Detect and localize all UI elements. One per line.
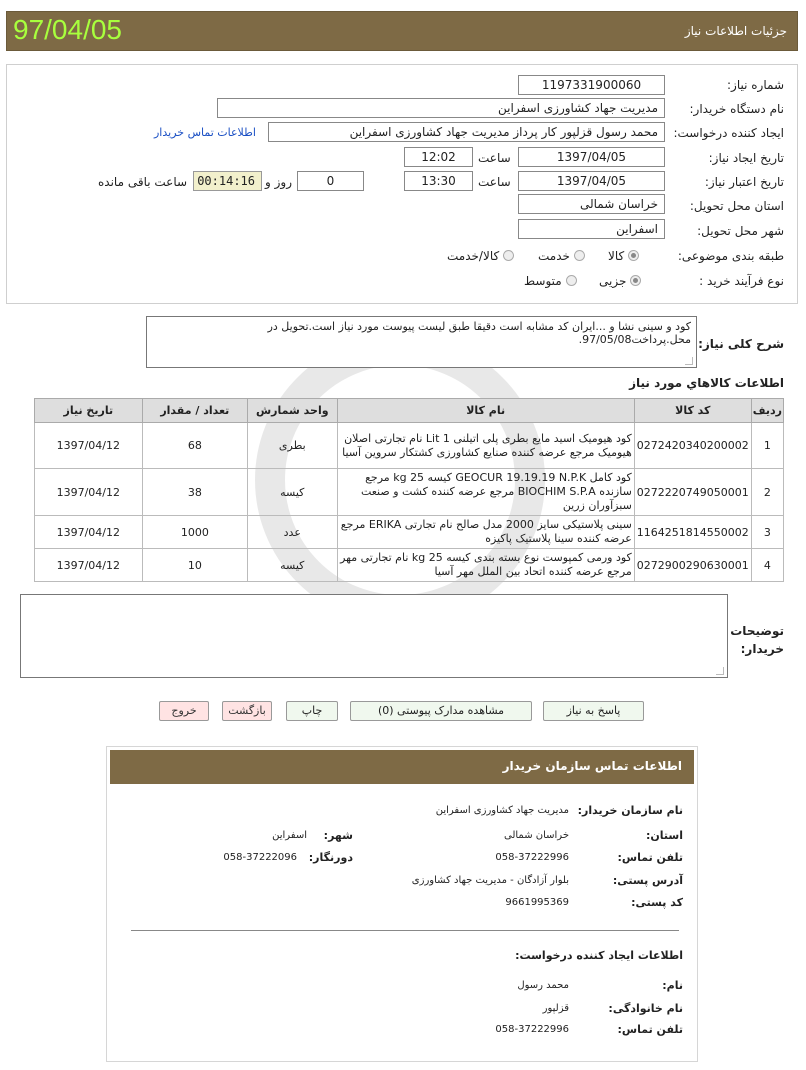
- cell-code: 0272420340200002: [634, 423, 751, 469]
- buyer-notes-field: [20, 594, 728, 678]
- address-value: بلوار آزادگان - مدیریت جهاد کشاورزی: [411, 875, 569, 886]
- cell-qty: 68: [142, 423, 247, 469]
- radio-dot-icon: [566, 275, 577, 286]
- table-row: [35, 549, 784, 582]
- cell-unit: کیسه: [248, 469, 337, 516]
- postal-code-value: 9661995369: [505, 897, 569, 908]
- province-field: خراسان شمالی: [518, 194, 665, 214]
- exit-button[interactable]: خروج: [159, 701, 209, 721]
- radio-dot-icon: [503, 250, 514, 261]
- buyer-contact-card: [106, 746, 698, 1062]
- col-unit: واحد شمارش: [248, 399, 337, 423]
- print-button[interactable]: چاپ: [286, 701, 338, 721]
- created-time-field: 12:02: [404, 147, 473, 167]
- process-option-minor[interactable]: جزیی: [599, 274, 641, 288]
- phone-label: تلفن تماس:: [617, 851, 683, 864]
- page-header: [6, 11, 798, 51]
- category-option-goods-service[interactable]: کالا/خدمت: [447, 249, 514, 263]
- created-time-label: ساعت: [478, 151, 511, 165]
- remaining-label: ساعت باقی مانده: [98, 175, 188, 189]
- cell-unit: کیسه: [248, 549, 337, 582]
- radio-dot-icon: [630, 275, 641, 286]
- city-field: اسفراین: [518, 219, 665, 239]
- creator-phone-value: 058-37222996: [495, 1024, 569, 1035]
- cell-code: 0272220749050001: [634, 469, 751, 516]
- cell-name: سینی پلاستیکی سایز 2000 مدل صالح نام تجارتی ERIKA مرجع عرضه کننده سینا پلاستیک پاکیزه: [337, 516, 634, 549]
- created-date-field: 1397/04/05: [518, 147, 665, 167]
- category-option-goods[interactable]: کالا: [608, 249, 639, 263]
- cell-code: 1164251814550002: [634, 516, 751, 549]
- cell-date: 1397/04/12: [35, 423, 143, 469]
- contact-card-title: اطلاعات تماس سازمان خریدار: [110, 750, 694, 784]
- validity-date-label: تاریخ اعتبار نیاز:: [704, 175, 784, 189]
- col-code: کد کالا: [634, 399, 751, 423]
- radio-dot-icon: [574, 250, 585, 261]
- table-row: [35, 423, 784, 469]
- cell-qty: 10: [142, 549, 247, 582]
- name-label: نام:: [662, 979, 683, 992]
- remaining-time-field: 00:14:16: [193, 171, 262, 191]
- buyer-contact-link[interactable]: اطلاعات تماس خریدار: [154, 126, 256, 139]
- col-row: ردیف: [751, 399, 783, 423]
- creator-field: محمد رسول قزلپور کار پرداز مدیریت جهاد کشاورزی اسفراین: [268, 122, 665, 142]
- process-label: نوع فرآیند خرید :: [699, 274, 784, 288]
- description-label: شرح کلی نیاز:: [698, 337, 784, 351]
- cell-row: 3: [751, 516, 783, 549]
- category-label: طبقه بندی موضوعی:: [677, 249, 784, 263]
- cell-name: کود کامل GEOCUR 19.19.19 N.P.K کیسه 25 kg مرجع سازنده BIOCHIM S.P.A مرجع عرضه کننده کشت و صنعت سبزآوران زرین: [337, 469, 634, 516]
- cell-unit: بطری: [248, 423, 337, 469]
- col-qty: تعداد / مقدار: [142, 399, 247, 423]
- resize-handle-icon[interactable]: [685, 357, 693, 365]
- buyer-notes-label: توضیحات خریدار:: [730, 624, 784, 656]
- category-option-service[interactable]: خدمت: [538, 249, 585, 263]
- validity-date-field: 1397/04/05: [518, 171, 665, 191]
- table-header-row: [35, 399, 784, 423]
- cell-unit: عدد: [248, 516, 337, 549]
- cell-name: کود ورمی کمپوست نوع بسته بندی کیسه 25 kg نام تجارتی مهر مرجع عرضه کننده اتحاد بین الملل مهر آسیا: [337, 549, 634, 582]
- cell-qty: 1000: [142, 516, 247, 549]
- process-option-medium[interactable]: متوسط: [524, 274, 577, 288]
- back-button[interactable]: بازگشت: [222, 701, 272, 721]
- cell-qty: 38: [142, 469, 247, 516]
- buyer-org-field: مدیریت جهاد کشاورزی اسفراین: [217, 98, 665, 118]
- org-value: مدیریت جهاد کشاورزی اسفراین: [435, 805, 569, 816]
- province-contact-label: استان:: [646, 829, 683, 842]
- province-contact-value: خراسان شمالی: [503, 830, 569, 841]
- city-contact-value: اسفراین: [272, 830, 307, 841]
- page-title: جزئیات اطلاعات نیاز: [684, 24, 787, 38]
- resize-handle-icon[interactable]: [716, 667, 724, 675]
- city-label: شهر محل تحویل:: [697, 224, 784, 238]
- description-field: کود و سینی نشا و ...ایران کد مشابه است دقیقا طبق لیست پیوست مورد نیاز است.تحویل در محل.پرداخت97/05/08.: [146, 316, 697, 368]
- creator-phone-label: تلفن تماس:: [617, 1023, 683, 1036]
- cell-row: 2: [751, 469, 783, 516]
- creator-label: ایجاد کننده درخواست:: [673, 126, 784, 140]
- cell-code: 0272900290630001: [634, 549, 751, 582]
- items-section-title: اطلاعات کالاهاي مورد نياز: [629, 376, 784, 390]
- created-date-label: تاریخ ایجاد نیاز:: [708, 151, 784, 165]
- cell-date: 1397/04/12: [35, 516, 143, 549]
- need-number-label: شماره نیاز:: [727, 78, 784, 92]
- address-label: آدرس پستی:: [612, 874, 683, 887]
- fax-value: 058-37222096: [223, 852, 297, 863]
- org-label: نام سازمان خریدار:: [577, 804, 683, 817]
- fax-label: دورنگار:: [308, 851, 353, 864]
- table-row: [35, 516, 784, 549]
- days-label: روز و: [265, 175, 292, 189]
- validity-time-field: 13:30: [404, 171, 473, 191]
- cell-row: 4: [751, 549, 783, 582]
- creator-section-title: اطلاعات ایجاد کننده درخواست:: [515, 949, 683, 962]
- attachments-button[interactable]: مشاهده مدارک پیوستی (0): [350, 701, 532, 721]
- cell-date: 1397/04/12: [35, 549, 143, 582]
- family-label: نام خانوادگی:: [608, 1002, 683, 1015]
- phone-value: 058-37222996: [495, 852, 569, 863]
- header-date: 97/04/05: [13, 14, 122, 45]
- col-name: نام کالا: [337, 399, 634, 423]
- city-contact-label: شهر:: [323, 829, 353, 842]
- province-label: استان محل تحویل:: [689, 199, 784, 213]
- cell-row: 1: [751, 423, 783, 469]
- buyer-org-label: نام دستگاه خریدار:: [689, 102, 784, 116]
- need-number-field: 1197331900060: [518, 75, 665, 95]
- divider: [131, 930, 679, 931]
- reply-button[interactable]: پاسخ به نیاز: [543, 701, 644, 721]
- table-row: [35, 469, 784, 516]
- cell-date: 1397/04/12: [35, 469, 143, 516]
- cell-name: کود هیومیک اسید مایع بطری پلی اتیلنی 1 Lit نام تجارتی اصلان هیومیک مرجع عرضه کننده صنایع کشاورزی کشتکار سروین آسیا: [337, 423, 634, 469]
- name-value: محمد رسول: [517, 980, 569, 991]
- days-remaining-field: 0: [297, 171, 364, 191]
- col-date: تاریخ نیاز: [35, 399, 143, 423]
- radio-dot-icon: [628, 250, 639, 261]
- items-table: [34, 398, 784, 582]
- validity-time-label: ساعت: [478, 175, 511, 189]
- family-value: قزلپور: [542, 1003, 569, 1014]
- postal-code-label: کد پستی:: [631, 896, 683, 909]
